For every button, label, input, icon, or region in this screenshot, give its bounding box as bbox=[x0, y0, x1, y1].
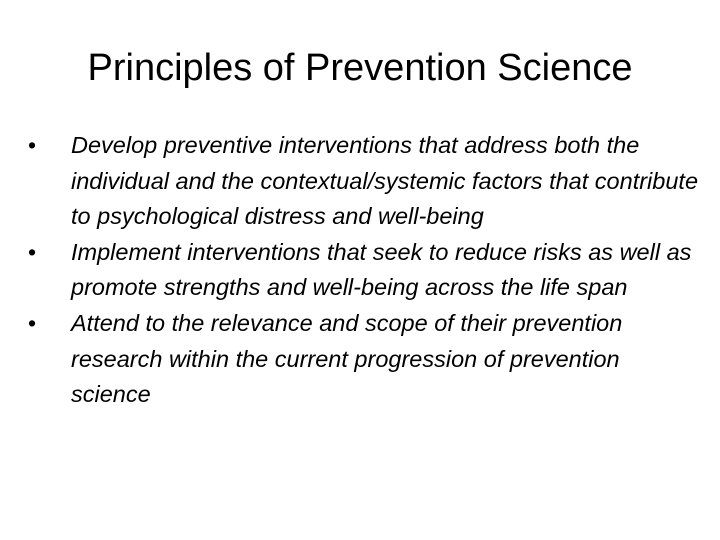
bullet-item bbox=[28, 128, 698, 235]
bullet-text: Implement interventions that seek to reduce risks as well as promote strengths and well-being across the life span bbox=[71, 238, 692, 301]
bullet-item bbox=[28, 306, 698, 413]
bullet-item bbox=[28, 235, 698, 306]
bullet-list bbox=[28, 128, 698, 413]
bullet-icon: • bbox=[28, 309, 37, 336]
bullet-text: Attend to the relevance and scope of their prevention research within the current progression of prevention science bbox=[71, 309, 623, 408]
bullet-text: Develop preventive interventions that address both the individual and the contextual/systemic factors that contribute to psychological distress and well-being bbox=[71, 132, 699, 230]
bullet-icon: • bbox=[28, 132, 37, 158]
bullet-icon: • bbox=[28, 238, 37, 265]
slide-title: Principles of Prevention Science bbox=[87, 47, 633, 89]
